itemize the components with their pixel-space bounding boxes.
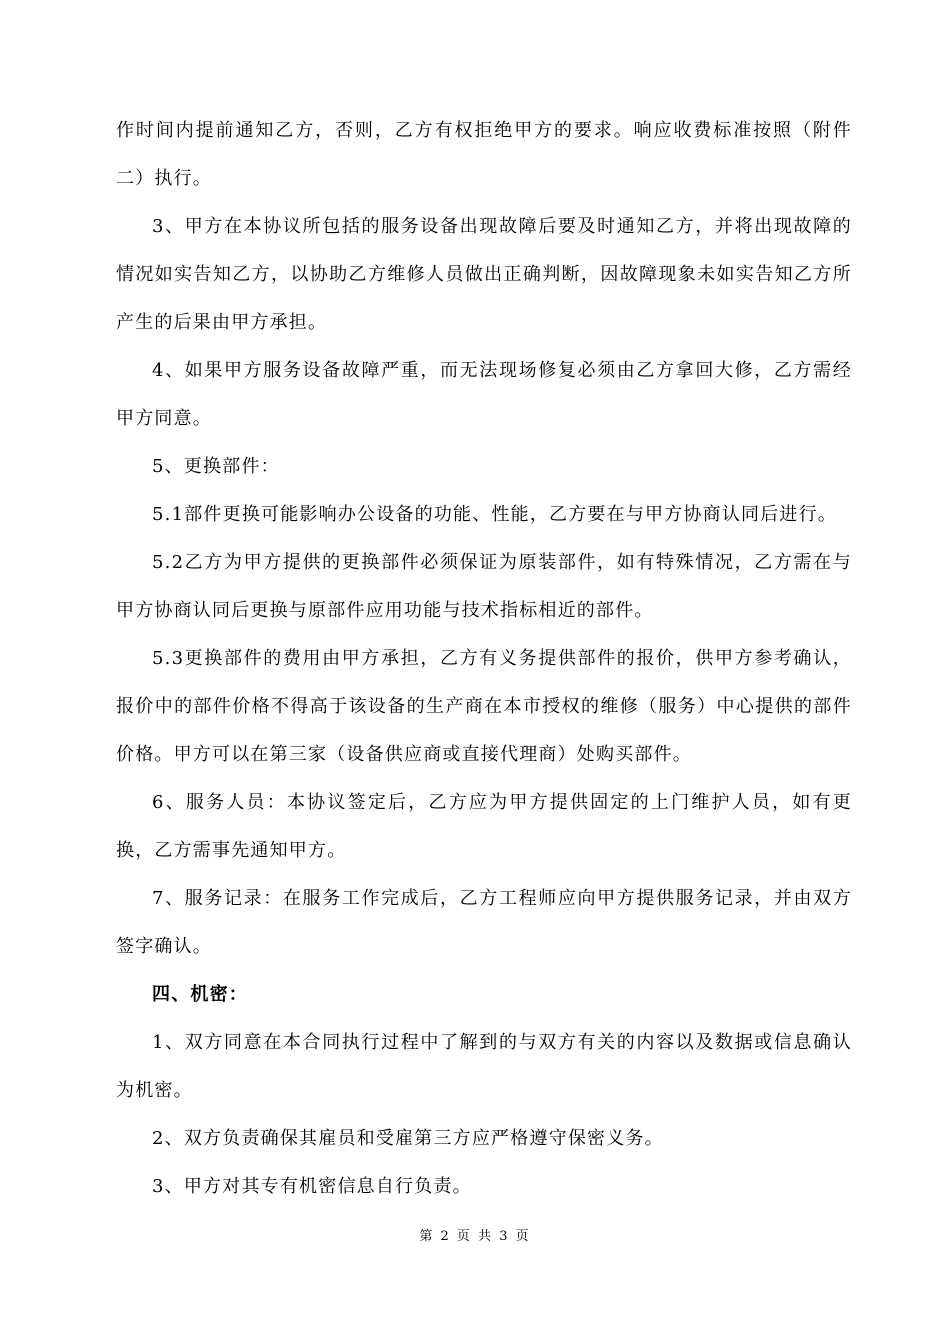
paragraph-continued-response-fee: 作时间内提前通知乙方，否则，乙方有权拒绝甲方的要求。响应收费标准按照（附件二）执行。 bbox=[116, 120, 852, 189]
paragraph-confidentiality-1: 1、双方同意在本合同执行过程中了解到的与双方有关的内容以及数据或信息确认为机密。 bbox=[116, 1032, 852, 1101]
paragraph-clause-5-2: 5.2乙方为甲方提供的更换部件必须保证为原装部件，如有特殊情况，乙方需在与甲方协商认同后更换与原部件应用功能与技术指标相近的部件。 bbox=[116, 552, 852, 621]
paragraph-clause-7-service-records: 7、服务记录：在服务工作完成后，乙方工程师应向甲方提供服务记录，并由双方签字确认。 bbox=[116, 888, 852, 957]
paragraph-clause-5-3: 5.3更换部件的费用由甲方承担，乙方有义务提供部件的报价，供甲方参考确认，报价中的部件价格不得高于该设备的生产商在本市授权的维修（服务）中心提供的部件价格。甲方可以在第三家（设备供应商或直接代理商）处购买部件。 bbox=[116, 648, 852, 765]
paragraph-clause-5-1: 5.1部件更换可能影响办公设备的功能、性能，乙方要在与甲方协商认同后进行。 bbox=[152, 504, 838, 525]
paragraph-clause-4-major-repair: 4、如果甲方服务设备故障严重，而无法现场修复必须由乙方拿回大修，乙方需经甲方同意。 bbox=[116, 360, 852, 429]
section-heading-confidentiality: 四、机密： bbox=[152, 984, 248, 1005]
paragraph-clause-5-parts-replacement: 5、更换部件： bbox=[152, 456, 280, 477]
paragraph-confidentiality-2: 2、双方负责确保其雇员和受雇第三方应严格遵守保密义务。 bbox=[152, 1128, 664, 1149]
paragraph-clause-3-fault-notice: 3、甲方在本协议所包括的服务设备出现故障后要及时通知乙方，并将出现故障的情况如实告知乙方，以协助乙方维修人员做出正确判断，因故障现象未如实告知乙方所产生的后果由甲方承担。 bbox=[116, 216, 852, 333]
paragraph-confidentiality-3: 3、甲方对其专有机密信息自行负责。 bbox=[152, 1176, 472, 1197]
paragraph-clause-6-service-staff: 6、服务人员：本协议签定后，乙方应为甲方提供固定的上门维护人员，如有更换，乙方需事先通知甲方。 bbox=[116, 792, 852, 861]
page-number-footer: 第 2 页 共 3 页 bbox=[419, 1229, 531, 1244]
document-body bbox=[116, 107, 852, 1211]
